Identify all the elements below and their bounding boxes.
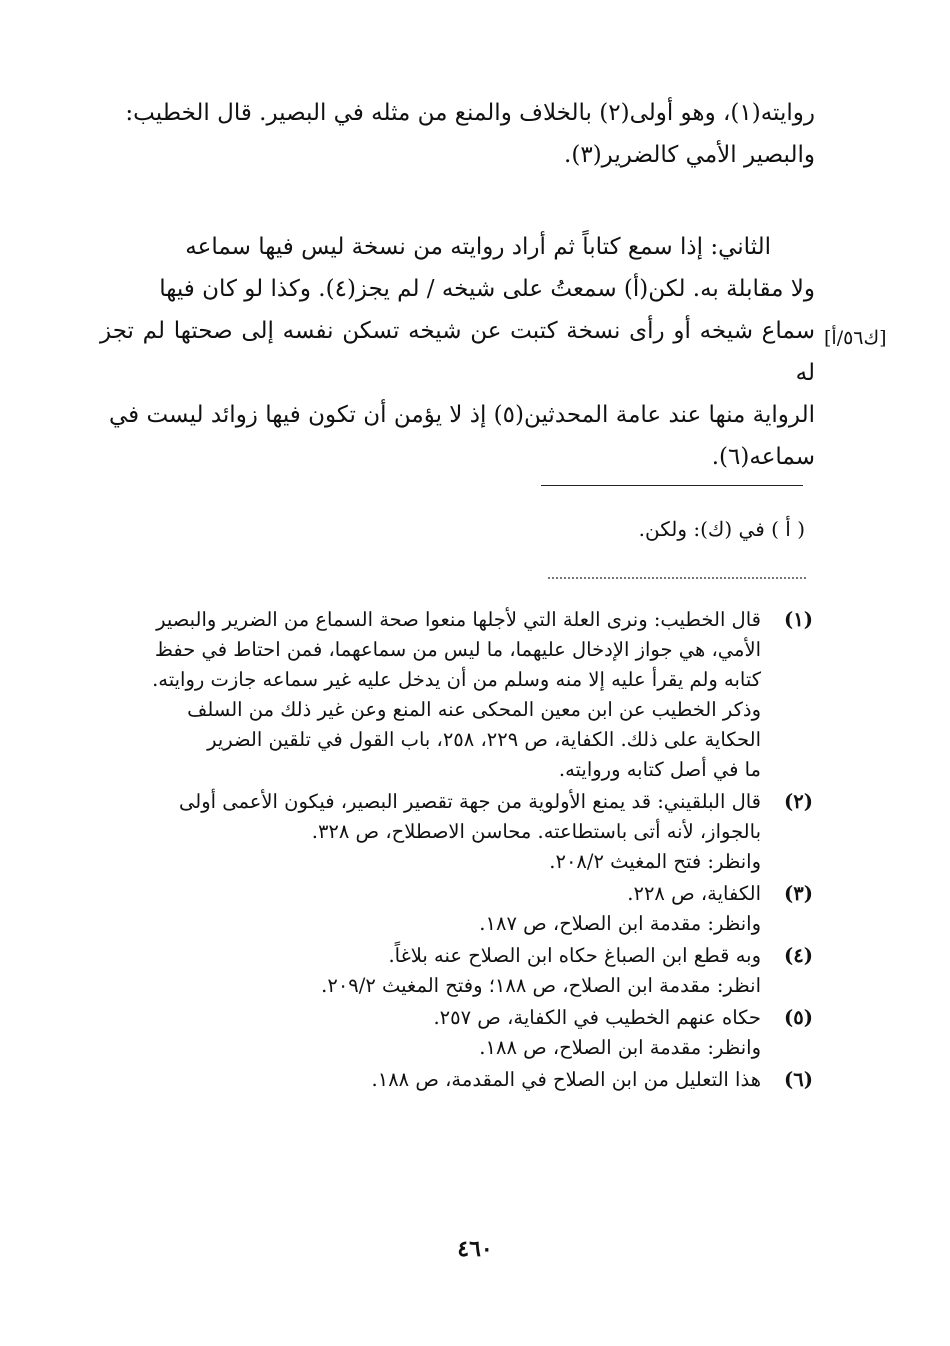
footnote-line: ما في أصل كتابه وروايته. <box>558 758 761 781</box>
footnote-line: وانظر: مقدمة ابن الصلاح، ص ١٨٧. <box>479 912 761 935</box>
body-paragraph-1 <box>100 92 815 176</box>
body-line: والبصير الأمي كالضرير(٣). <box>564 142 815 168</box>
footnote-separator <box>541 485 803 486</box>
footnote-number: (١) <box>784 608 813 631</box>
footnotes <box>108 605 813 1097</box>
footnote-line: الكفاية، ص ٢٢٨. <box>627 882 761 905</box>
body-line: سماعه(٦). <box>711 444 815 470</box>
footnote-line: وذكر الخطيب عن ابن معين المحكى عنه المنع وعن غير ذلك من السلف <box>187 698 761 721</box>
footnote-line: كتابه ولم يقرأ عليه إلا منه وسلم من أن يدخل عليه غير سماعه جازت روايته. <box>152 668 761 691</box>
footnote-number: (٦) <box>784 1068 813 1091</box>
manuscript-folio-marker: [ك٥٦/أ] <box>824 327 887 349</box>
footnote-line: الأمي، هي جواز الإدخال عليهما، ما ليس من سماعهما، فمن احتاط في حفظ <box>154 638 761 661</box>
footnote-line: انظر: مقدمة ابن الصلاح، ص ١٨٨؛ وفتح المغيث ٢٠٩/٢. <box>321 974 761 997</box>
page-number: ٤٦٠ <box>457 1236 493 1262</box>
footnote-number: (٥) <box>784 1006 813 1029</box>
body-line: سماع شيخه أو رأى نسخة كتبت عن شيخه تسكن نفسه إلى صحتها لم تجز له <box>100 318 815 386</box>
footnote-line: حكاه عنهم الخطيب في الكفاية، ص ٢٥٧. <box>433 1006 761 1029</box>
footnote-line: قال الخطيب: ونرى العلة التي لأجلها منعوا صحة السماع من الضرير والبصير <box>156 608 761 631</box>
footnote-number: (٢) <box>784 790 813 813</box>
dotted-separator <box>548 577 806 579</box>
footnote-5 <box>108 1003 813 1063</box>
footnote-number: (٣) <box>784 882 813 905</box>
footnote-2 <box>108 787 813 877</box>
footnote-line: وبه قطع ابن الصباغ حكاه ابن الصلاح عنه بلاغاً. <box>388 944 761 967</box>
footnote-line: قال البلقيني: قد يمنع الأولوية من جهة تقصير البصير، فيكون الأعمى أولى <box>179 790 761 813</box>
footnote-number: (٤) <box>784 944 813 967</box>
footnote-4 <box>108 941 813 1001</box>
body-line: الرواية منها عند عامة المحدثين(٥) إذ لا يؤمن أن تكون فيها زوائد ليست في <box>109 402 815 428</box>
footnote-1 <box>108 605 813 785</box>
footnote-line: الحكاية على ذلك. الكفاية، ص ٢٢٩، ٢٥٨، باب القول في تلقين الضرير <box>207 728 761 751</box>
footnote-6 <box>108 1065 813 1095</box>
body-line: ولا مقابلة به. لكن(أ) سمعتُ على شيخه / لم يجز(٤). وكذا لو كان فيها <box>159 276 815 302</box>
body-line: روايته(١)، وهو أولى(٢) بالخلاف والمنع من مثله في البصير. قال الخطيب: <box>125 100 815 126</box>
body-line: الثاني: إذا سمع كتاباً ثم أراد روايته من نسخة ليس فيها سماعه <box>185 234 771 260</box>
footnote-line: بالجواز، لأنه أتى باستطاعته. محاسن الاصطلاح، ص ٣٢٨. <box>311 820 761 843</box>
footnote-line: وانظر: مقدمة ابن الصلاح، ص ١٨٨. <box>479 1036 761 1059</box>
body-paragraph-2 <box>100 226 815 478</box>
footnote-line: وانظر: فتح المغيث ٢٠٨/٢. <box>549 850 761 873</box>
footnote-3 <box>108 879 813 939</box>
variant-reading-note: ( أ ) في (ك): ولكن. <box>638 517 805 541</box>
footnote-line: هذا التعليل من ابن الصلاح في المقدمة، ص ١٨٨. <box>371 1068 761 1091</box>
